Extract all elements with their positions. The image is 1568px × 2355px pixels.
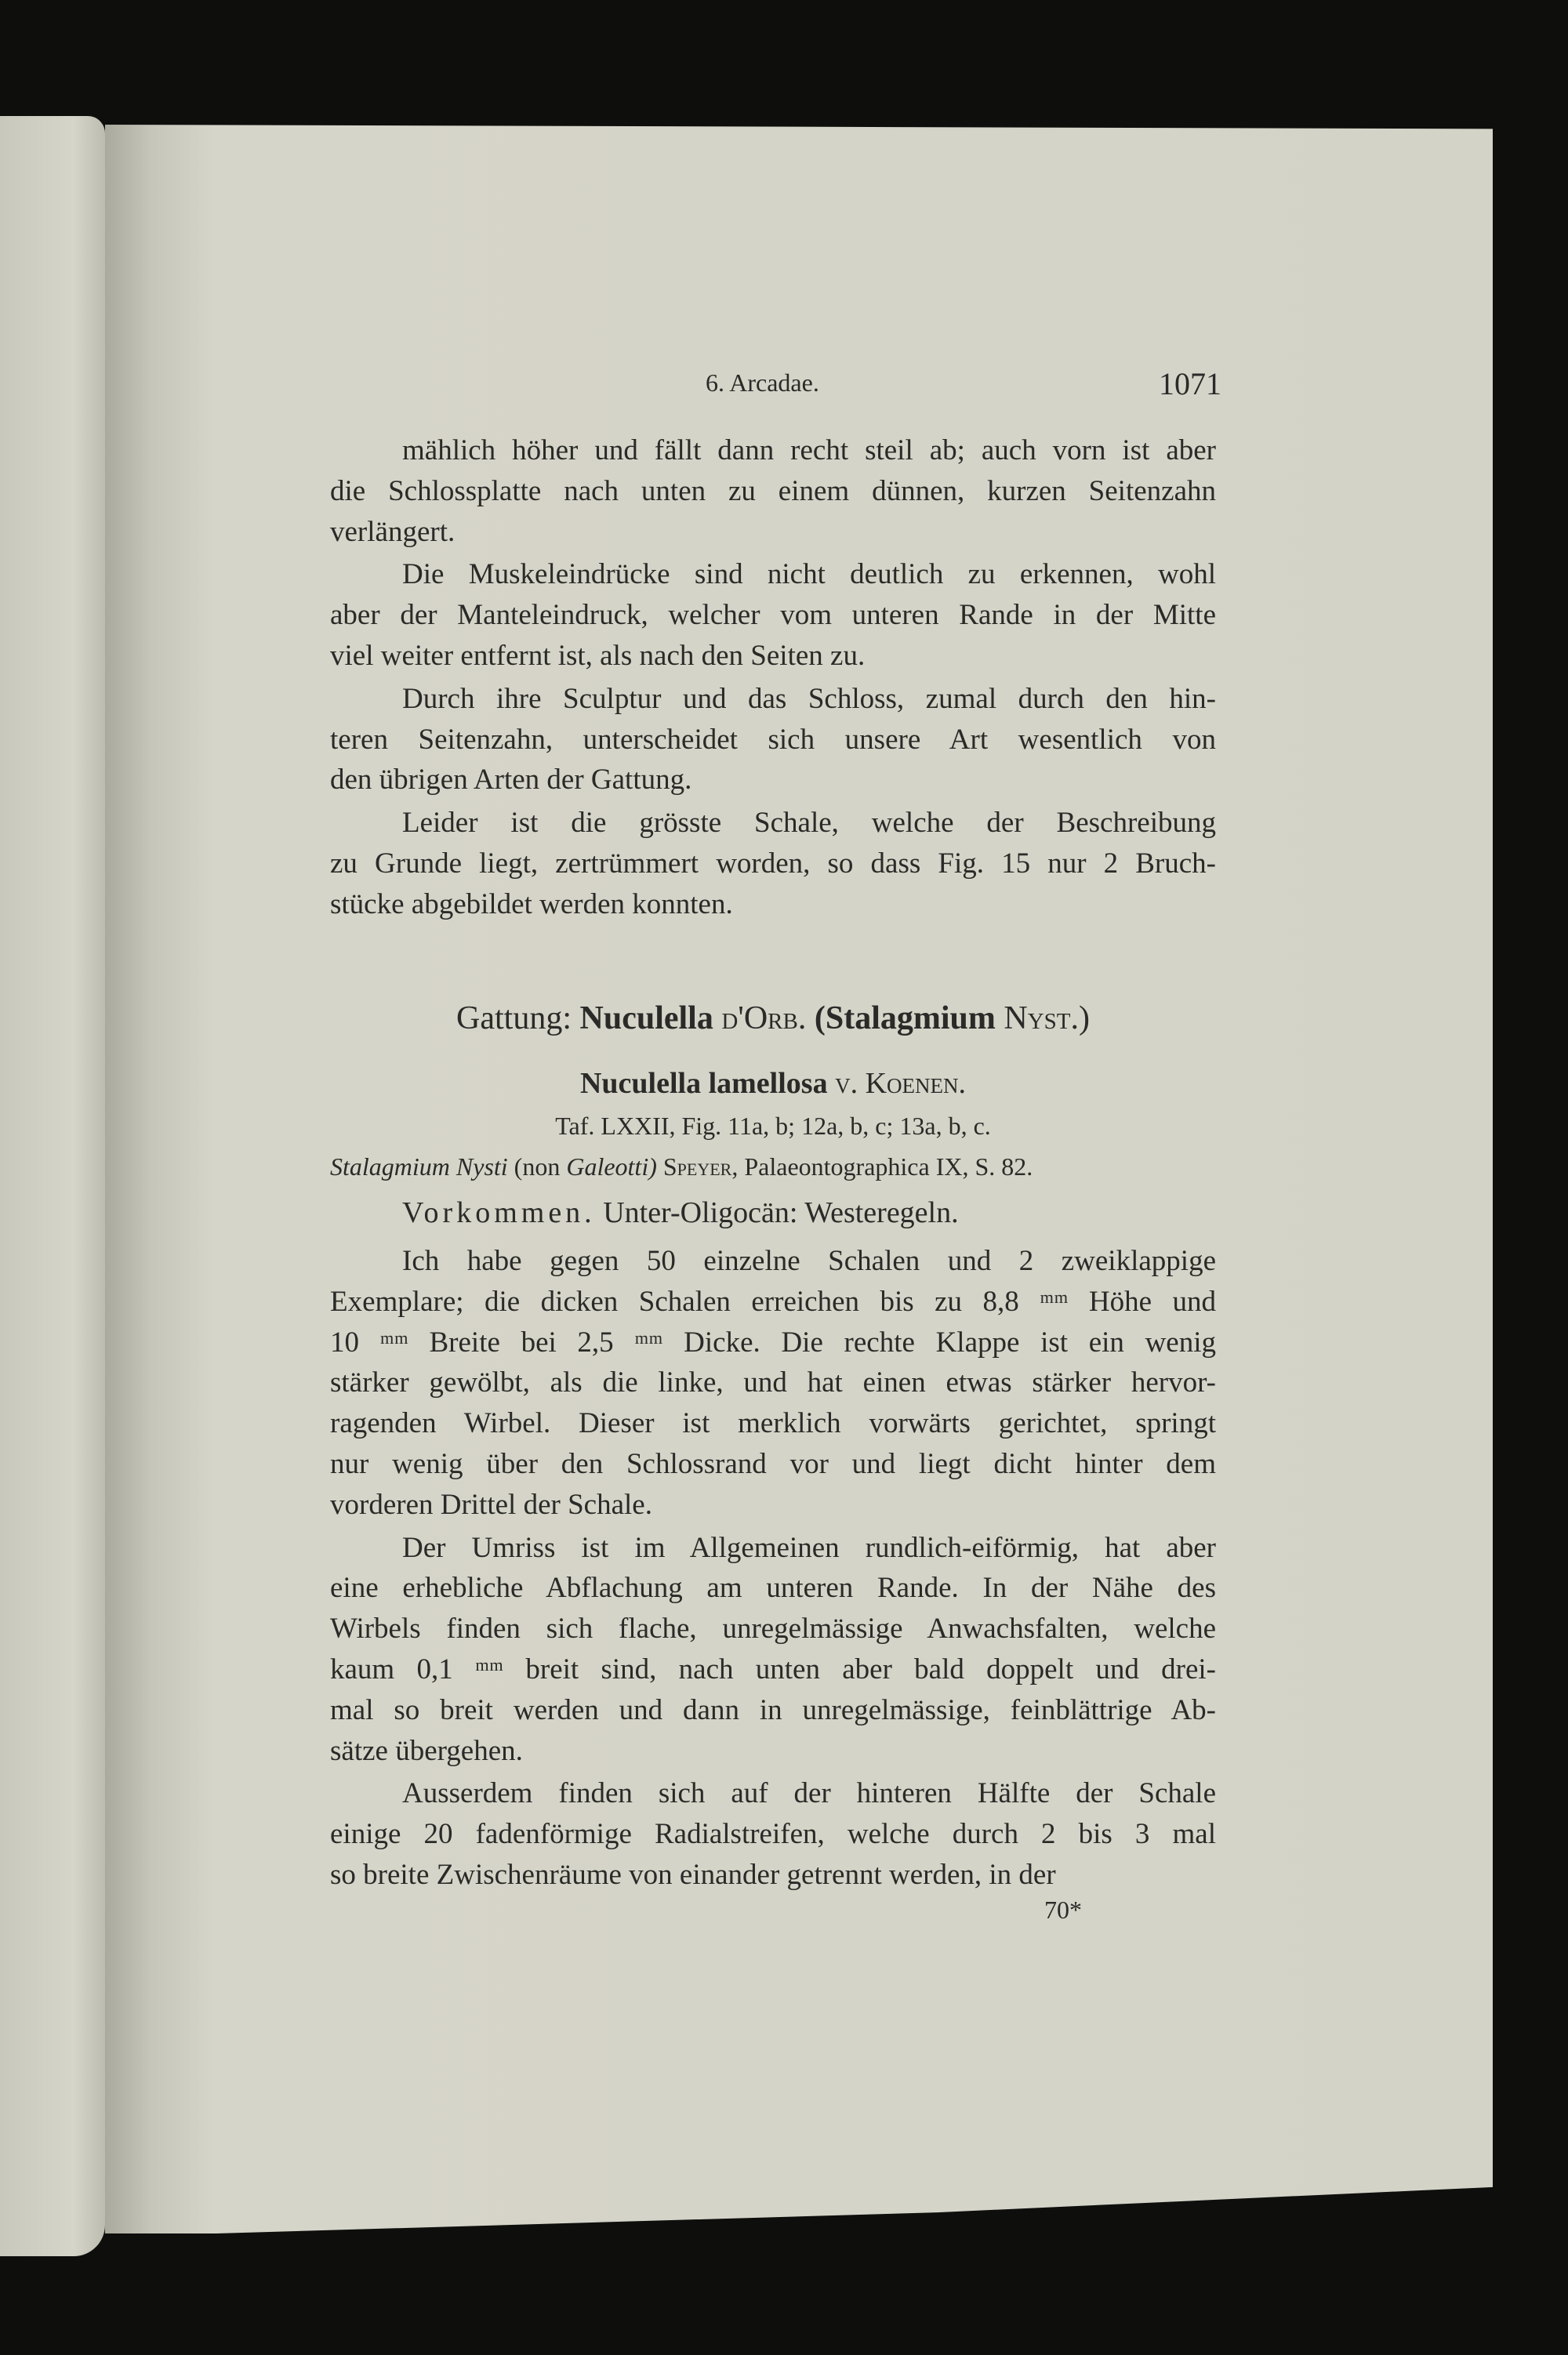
text-line: den übrigen Arten der Gattung. (330, 764, 692, 796)
species-heading (330, 1066, 1216, 1101)
text-line: Ich habe gegen 50 einzelne Schalen und 2 zweiklappige (402, 1245, 1216, 1277)
text-line: vorderen Drittel der Schale. (330, 1488, 652, 1521)
text-line: Der Umriss ist im Allgemeinen rundlich-eiförmig, hat aber (402, 1531, 1216, 1564)
text-line: Die Muskeleindrücke sind nicht deutlich zu erkennen, wohl (402, 558, 1216, 591)
synonymy-line (330, 1152, 1033, 1181)
running-title: 6. Arcadae. (706, 368, 819, 397)
page-gutter-shadow (105, 125, 215, 2233)
text-line: so breite Zwischenräume von einander getrennt werden, in der (330, 1859, 1056, 1891)
text-line: verlängert. (330, 515, 456, 548)
synonym-non: (non (514, 1152, 561, 1181)
text-line: eine erhebliche Abflachung am unteren Rande. In der Nähe des (330, 1572, 1216, 1605)
synonym-genus: (Stalagmium (814, 1000, 996, 1036)
text-line: mal so breit werden und dann in unregelmässige, feinblättrige Ab- (330, 1693, 1216, 1726)
text-line: einige 20 fadenförmige Radialstreifen, welche durch 2 bis 3 mal (330, 1818, 1216, 1851)
synonym-non-author: Galeotti) (566, 1152, 657, 1181)
text-line: Exemplare; die dicken Schalen erreichen bis zu 8,8 ᵐᵐ Höhe und (330, 1285, 1216, 1318)
text-line: nur wenig über den Schlossrand vor und liegt dicht hinter dem (330, 1448, 1216, 1480)
text-line: 10 ᵐᵐ Breite bei 2,5 ᵐᵐ Dicke. Die rechte Klappe ist ein wenig (330, 1326, 1216, 1359)
text-line: Durch ihre Sculptur und das Schloss, zumal durch den hin- (402, 682, 1216, 715)
text-line: Wirbels finden sich flache, unregelmässige Anwachsfalten, welche (330, 1613, 1216, 1646)
occurrence-label: Vorkommen. (402, 1196, 596, 1229)
text-line: aber der Manteleindruck, welcher vom unteren Rande in der Mitte (330, 599, 1216, 632)
species-name: Nuculella lamellosa (579, 1067, 828, 1100)
text-line: stücke abgebildet werden konnten. (330, 887, 733, 920)
text-line: mählich höher und fällt dann recht steil ab; auch vorn ist aber (402, 434, 1216, 466)
text-line: stärker gewölbt, als die linke, und hat einen etwas stärker hervor- (330, 1366, 1216, 1399)
text-line: die Schlossplatte nach unten zu einem dünnen, kurzen Seitenzahn (330, 474, 1216, 507)
genus-author: d'Orb. (721, 1000, 807, 1036)
occurrence-line (402, 1196, 959, 1230)
synonym-name: Stalagmium Nysti (330, 1152, 508, 1181)
text-line: ragenden Wirbel. Dieser ist merklich vorwärts gerichtet, springt (330, 1407, 1216, 1440)
synonym-author: Nyst.) (1004, 1000, 1090, 1036)
occurrence-value: Unter-Oligocän: Westeregeln. (603, 1196, 959, 1229)
text-line: Ausserdem finden sich auf der hinteren Hälfte der Schale (402, 1777, 1216, 1810)
left-page-edge (0, 116, 105, 2256)
text-line: teren Seitenzahn, unterscheidet sich unsere Art wesentlich von (330, 723, 1216, 756)
synonym-reference: Palaeontographica IX, S. 82. (744, 1152, 1033, 1181)
signature-mark: 70* (1044, 1896, 1082, 1924)
species-author: v. Koenen. (835, 1067, 967, 1100)
synonym-author: Speyer, (662, 1152, 739, 1181)
genus-prefix: Gattung: (456, 1000, 572, 1036)
genus-heading (330, 1000, 1216, 1037)
text-line: zu Grunde liegt, zertrümmert worden, so dass Fig. 15 nur 2 Bruch- (330, 847, 1216, 880)
text-line: sätze übergehen. (330, 1734, 523, 1767)
text-line: Leider ist die grösste Schale, welche der Beschreibung (402, 807, 1216, 840)
page-number: 1071 (1159, 366, 1221, 401)
text-line: viel weiter entfernt ist, als nach den Seiten zu. (330, 640, 866, 672)
text-line: kaum 0,1 ᵐᵐ breit sind, nach unten aber bald doppelt und drei- (330, 1653, 1216, 1686)
plate-reference: Taf. LXXII, Fig. 11a, b; 12a, b, c; 13a, b, c. (555, 1112, 991, 1140)
genus-name: Nuculella (579, 1000, 713, 1036)
